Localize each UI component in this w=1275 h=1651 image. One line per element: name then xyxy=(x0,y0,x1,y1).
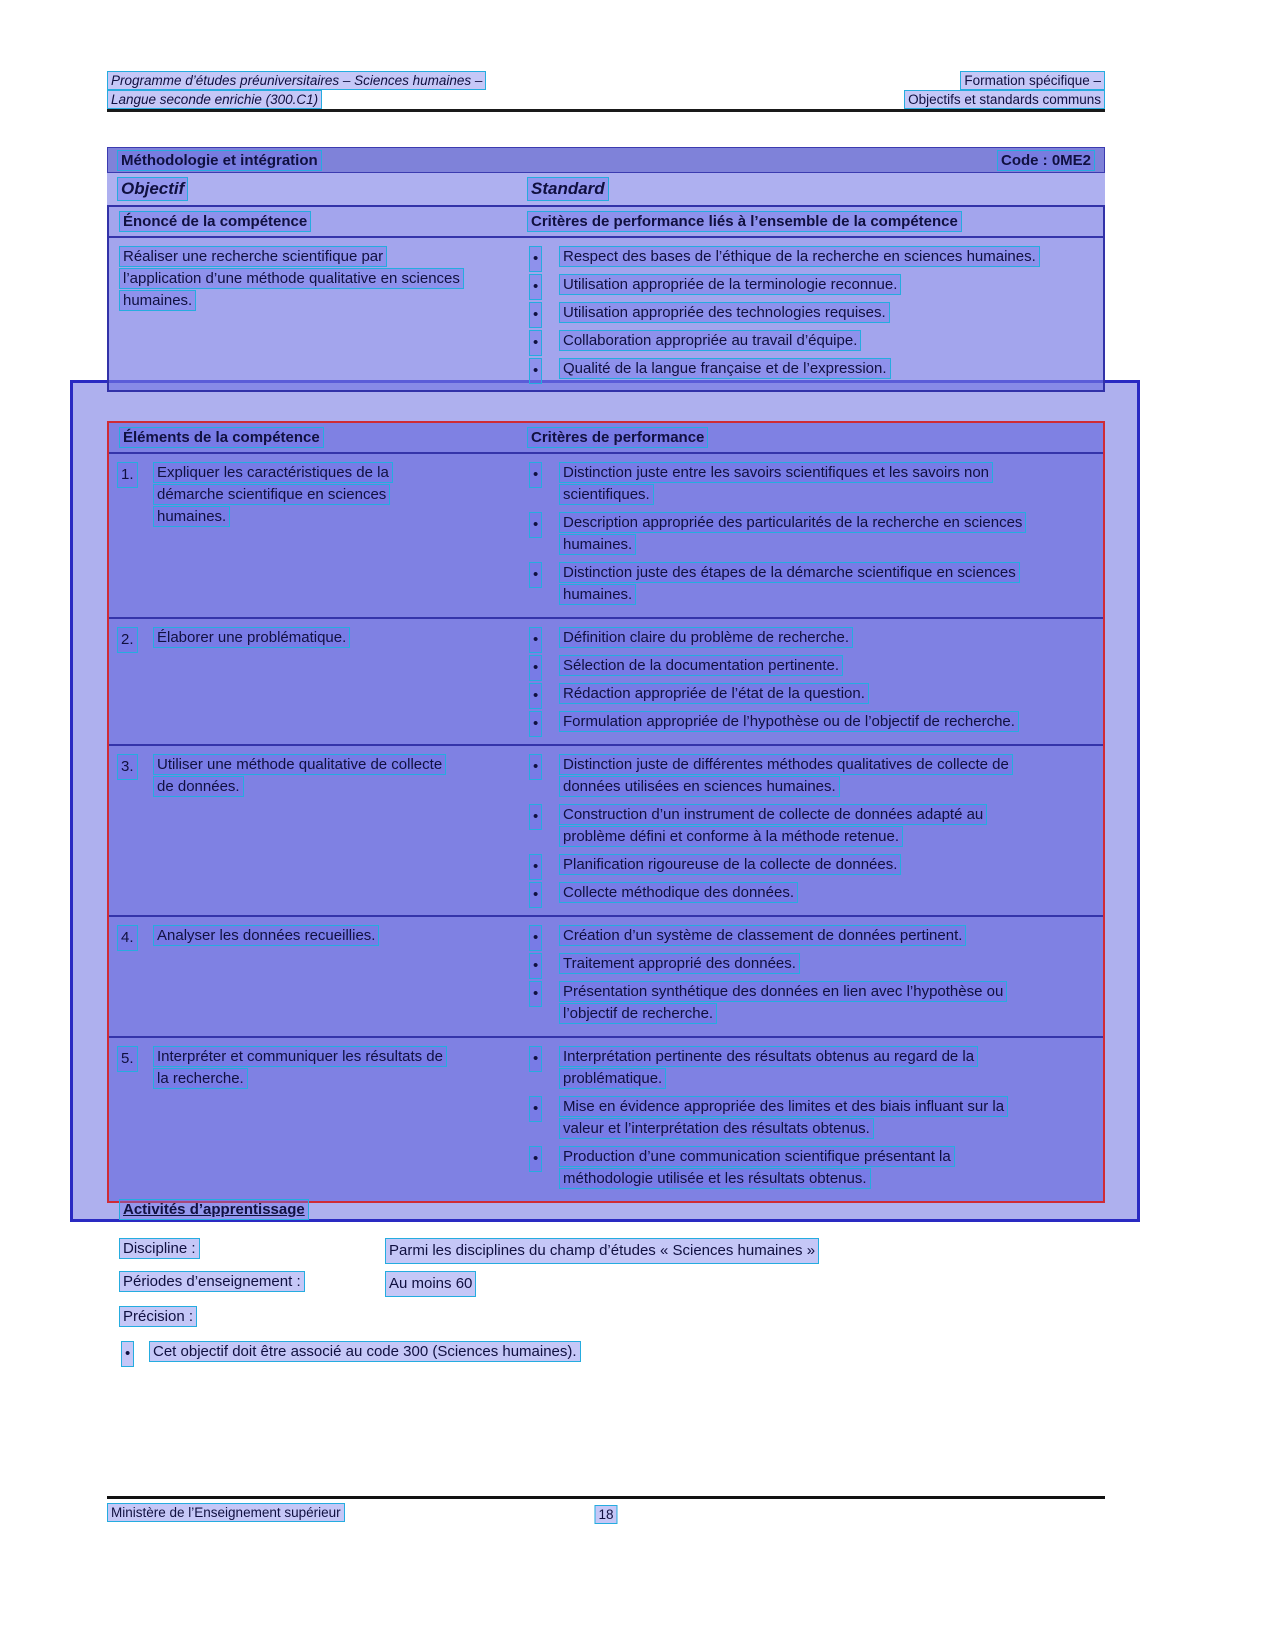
competence-col1-header: Énoncé de la compétence xyxy=(119,211,311,232)
bullet-icon: • xyxy=(529,711,542,737)
footer-ministry: Ministère de l’Enseignement supérieur xyxy=(107,1503,345,1522)
element-number: 1. xyxy=(117,462,138,488)
criterion-item xyxy=(527,854,1041,876)
criterion-item xyxy=(527,246,1041,268)
page-number: 18 xyxy=(594,1505,617,1524)
criterion-item xyxy=(527,512,1041,556)
element-row xyxy=(109,915,1103,1036)
bullet-icon: • xyxy=(529,302,542,328)
criterion-text: Utilisation appropriée de la terminologie reconnue. xyxy=(559,274,901,295)
criterion-text: Qualité de la langue française et de l’expression. xyxy=(559,358,891,379)
criterion-item xyxy=(527,1096,1041,1140)
discipline-value: Parmi les disciplines du champ d’études « Sciences humaines » xyxy=(385,1238,819,1264)
criterion-text: Distinction juste des étapes de la démarche scientifique en sciences humaines. xyxy=(559,562,1020,605)
criterion-item xyxy=(527,925,1041,947)
criterion-item xyxy=(527,274,1041,296)
header-right xyxy=(904,72,1105,110)
header-program-line2: Langue seconde enrichie (300.C1) xyxy=(107,90,322,109)
criterion-text: Formulation appropriée de l’hypothèse ou de l’objectif de recherche. xyxy=(559,711,1019,732)
criterion-text: Collecte méthodique des données. xyxy=(559,882,798,903)
criterion-item xyxy=(527,655,1041,677)
header-formation-line1: Formation spécifique – xyxy=(960,71,1105,90)
criterion-item xyxy=(527,953,1041,975)
criterion-item xyxy=(527,302,1041,324)
bullet-icon: • xyxy=(529,512,542,538)
precision-row xyxy=(119,1306,1105,1328)
bullet-icon: • xyxy=(529,462,542,488)
criterion-text: Création d’un système de classement de données pertinent. xyxy=(559,925,966,946)
periods-row xyxy=(119,1271,1105,1293)
criterion-text: Distinction juste entre les savoirs scientifiques et les savoirs non scientifiques. xyxy=(559,462,993,505)
header-formation-line2: Objectifs et standards communs xyxy=(904,90,1105,109)
bullet-icon: • xyxy=(529,246,542,272)
competence-table xyxy=(107,205,1105,392)
criterion-item xyxy=(527,358,1041,380)
criterion-text: Utilisation appropriée des technologies requises. xyxy=(559,302,890,323)
bullet-icon: • xyxy=(529,854,542,880)
criterion-text: Production d’une communication scientifique présentant la méthodologie utilisée et les résultats obtenus. xyxy=(559,1146,955,1189)
competence-table-body xyxy=(109,238,1103,390)
element-text: Analyser les données recueillies. xyxy=(153,925,379,946)
precision-bullet-text: Cet objectif doit être associé au code 300 (Sciences humaines). xyxy=(149,1341,581,1362)
section-title-bar xyxy=(107,147,1105,173)
element-number: 3. xyxy=(117,754,138,780)
criterion-item xyxy=(527,562,1041,606)
precision-label: Précision : xyxy=(119,1306,197,1327)
bullet-icon: • xyxy=(529,953,542,979)
bullet-icon: • xyxy=(529,683,542,709)
criterion-item xyxy=(527,1046,1041,1090)
activities-section-title xyxy=(119,1201,309,1218)
criterion-text: Respect des bases de l’éthique de la recherche en sciences humaines. xyxy=(559,246,1040,267)
precision-bullet-row xyxy=(119,1341,1105,1363)
element-number: 4. xyxy=(117,925,138,951)
section-title: Méthodologie et intégration xyxy=(117,150,322,171)
element-row xyxy=(109,617,1103,744)
bullet-icon: • xyxy=(529,981,542,1007)
competence-col2-header: Critères de performance liés à l’ensemble de la compétence xyxy=(527,211,962,232)
element-number: 5. xyxy=(117,1046,138,1072)
criterion-text: Planification rigoureuse de la collecte de données. xyxy=(559,854,901,875)
criterion-text: Distinction juste de différentes méthodes qualitatives de collecte de données utilisées en sciences humaines. xyxy=(559,754,1013,797)
elements-table xyxy=(107,421,1105,1203)
footer-divider xyxy=(107,1496,1105,1499)
discipline-row xyxy=(119,1238,1105,1260)
competence-table-header xyxy=(109,207,1103,238)
element-number: 2. xyxy=(117,627,138,653)
header-divider xyxy=(107,109,1105,112)
criterion-item xyxy=(527,804,1041,848)
header-program-line1: Programme d’études préuniversitaires – Sciences humaines – xyxy=(107,71,486,90)
bullet-icon: • xyxy=(529,655,542,681)
criterion-text: Présentation synthétique des données en lien avec l’hypothèse ou l’objectif de recherche. xyxy=(559,981,1007,1024)
element-text: Expliquer les caractéristiques de la démarche scientifique en sciences humaines. xyxy=(153,462,393,527)
bullet-icon: • xyxy=(529,274,542,300)
discipline-label: Discipline : xyxy=(119,1238,200,1259)
bullet-icon: • xyxy=(529,562,542,588)
criterion-text: Rédaction appropriée de l’état de la question. xyxy=(559,683,869,704)
criterion-item xyxy=(527,882,1041,904)
element-text: Interpréter et communiquer les résultats de la recherche. xyxy=(153,1046,447,1089)
bullet-icon: • xyxy=(529,358,542,384)
criterion-text: Description appropriée des particularités de la recherche en sciences humaines. xyxy=(559,512,1026,555)
objectif-standard-band xyxy=(107,173,1105,205)
element-row xyxy=(109,744,1103,915)
periods-value: Au moins 60 xyxy=(385,1271,476,1297)
criterion-item xyxy=(527,754,1041,798)
elements-col2-header: Critères de performance xyxy=(527,427,708,448)
criterion-item xyxy=(527,1146,1041,1190)
bullet-icon: • xyxy=(529,1046,542,1072)
criterion-item xyxy=(527,981,1041,1025)
bullet-icon: • xyxy=(529,1096,542,1122)
standard-heading: Standard xyxy=(527,177,609,201)
criterion-text: Mise en évidence appropriée des limites et des biais influant sur la valeur et l’interprétation des résultats obtenus. xyxy=(559,1096,1008,1139)
bullet-icon: • xyxy=(529,1146,542,1172)
criterion-item xyxy=(527,330,1041,352)
page-footer xyxy=(107,1505,1105,1520)
criterion-text: Sélection de la documentation pertinente. xyxy=(559,655,843,676)
bullet-icon: • xyxy=(529,754,542,780)
objectif-heading: Objectif xyxy=(117,177,188,201)
bullet-icon: • xyxy=(529,627,542,653)
competence-statement: Réaliser une recherche scientifique par l’application d’une méthode qualitative en sciences humaines. xyxy=(119,246,464,311)
criterion-item xyxy=(527,627,1041,649)
bullet-icon: • xyxy=(529,925,542,951)
criterion-text: Interprétation pertinente des résultats obtenus au regard de la problématique. xyxy=(559,1046,978,1089)
criterion-item xyxy=(527,683,1041,705)
bullet-icon: • xyxy=(529,804,542,830)
element-text: Élaborer une problématique. xyxy=(153,627,350,648)
criterion-text: Construction d’un instrument de collecte de données adapté au problème défini et conforme à la méthode retenue. xyxy=(559,804,987,847)
element-row xyxy=(109,1036,1103,1201)
header-left xyxy=(107,72,486,110)
criterion-item xyxy=(527,711,1041,733)
element-row xyxy=(109,454,1103,617)
elements-col1-header: Éléments de la compétence xyxy=(119,427,324,448)
criterion-text: Collaboration appropriée au travail d’équipe. xyxy=(559,330,861,351)
elements-table-header xyxy=(109,423,1103,454)
bullet-icon: • xyxy=(529,882,542,908)
element-text: Utiliser une méthode qualitative de collecte de données. xyxy=(153,754,446,797)
page-header xyxy=(107,72,1105,110)
bullet-icon: • xyxy=(121,1341,134,1367)
section-code: Code : 0ME2 xyxy=(997,150,1095,171)
bullet-icon: • xyxy=(529,330,542,356)
activities-heading: Activités d’apprentissage xyxy=(119,1199,309,1220)
criterion-item xyxy=(527,462,1041,506)
criterion-text: Traitement approprié des données. xyxy=(559,953,800,974)
periods-label: Périodes d’enseignement : xyxy=(119,1271,305,1292)
criterion-text: Définition claire du problème de recherche. xyxy=(559,627,853,648)
